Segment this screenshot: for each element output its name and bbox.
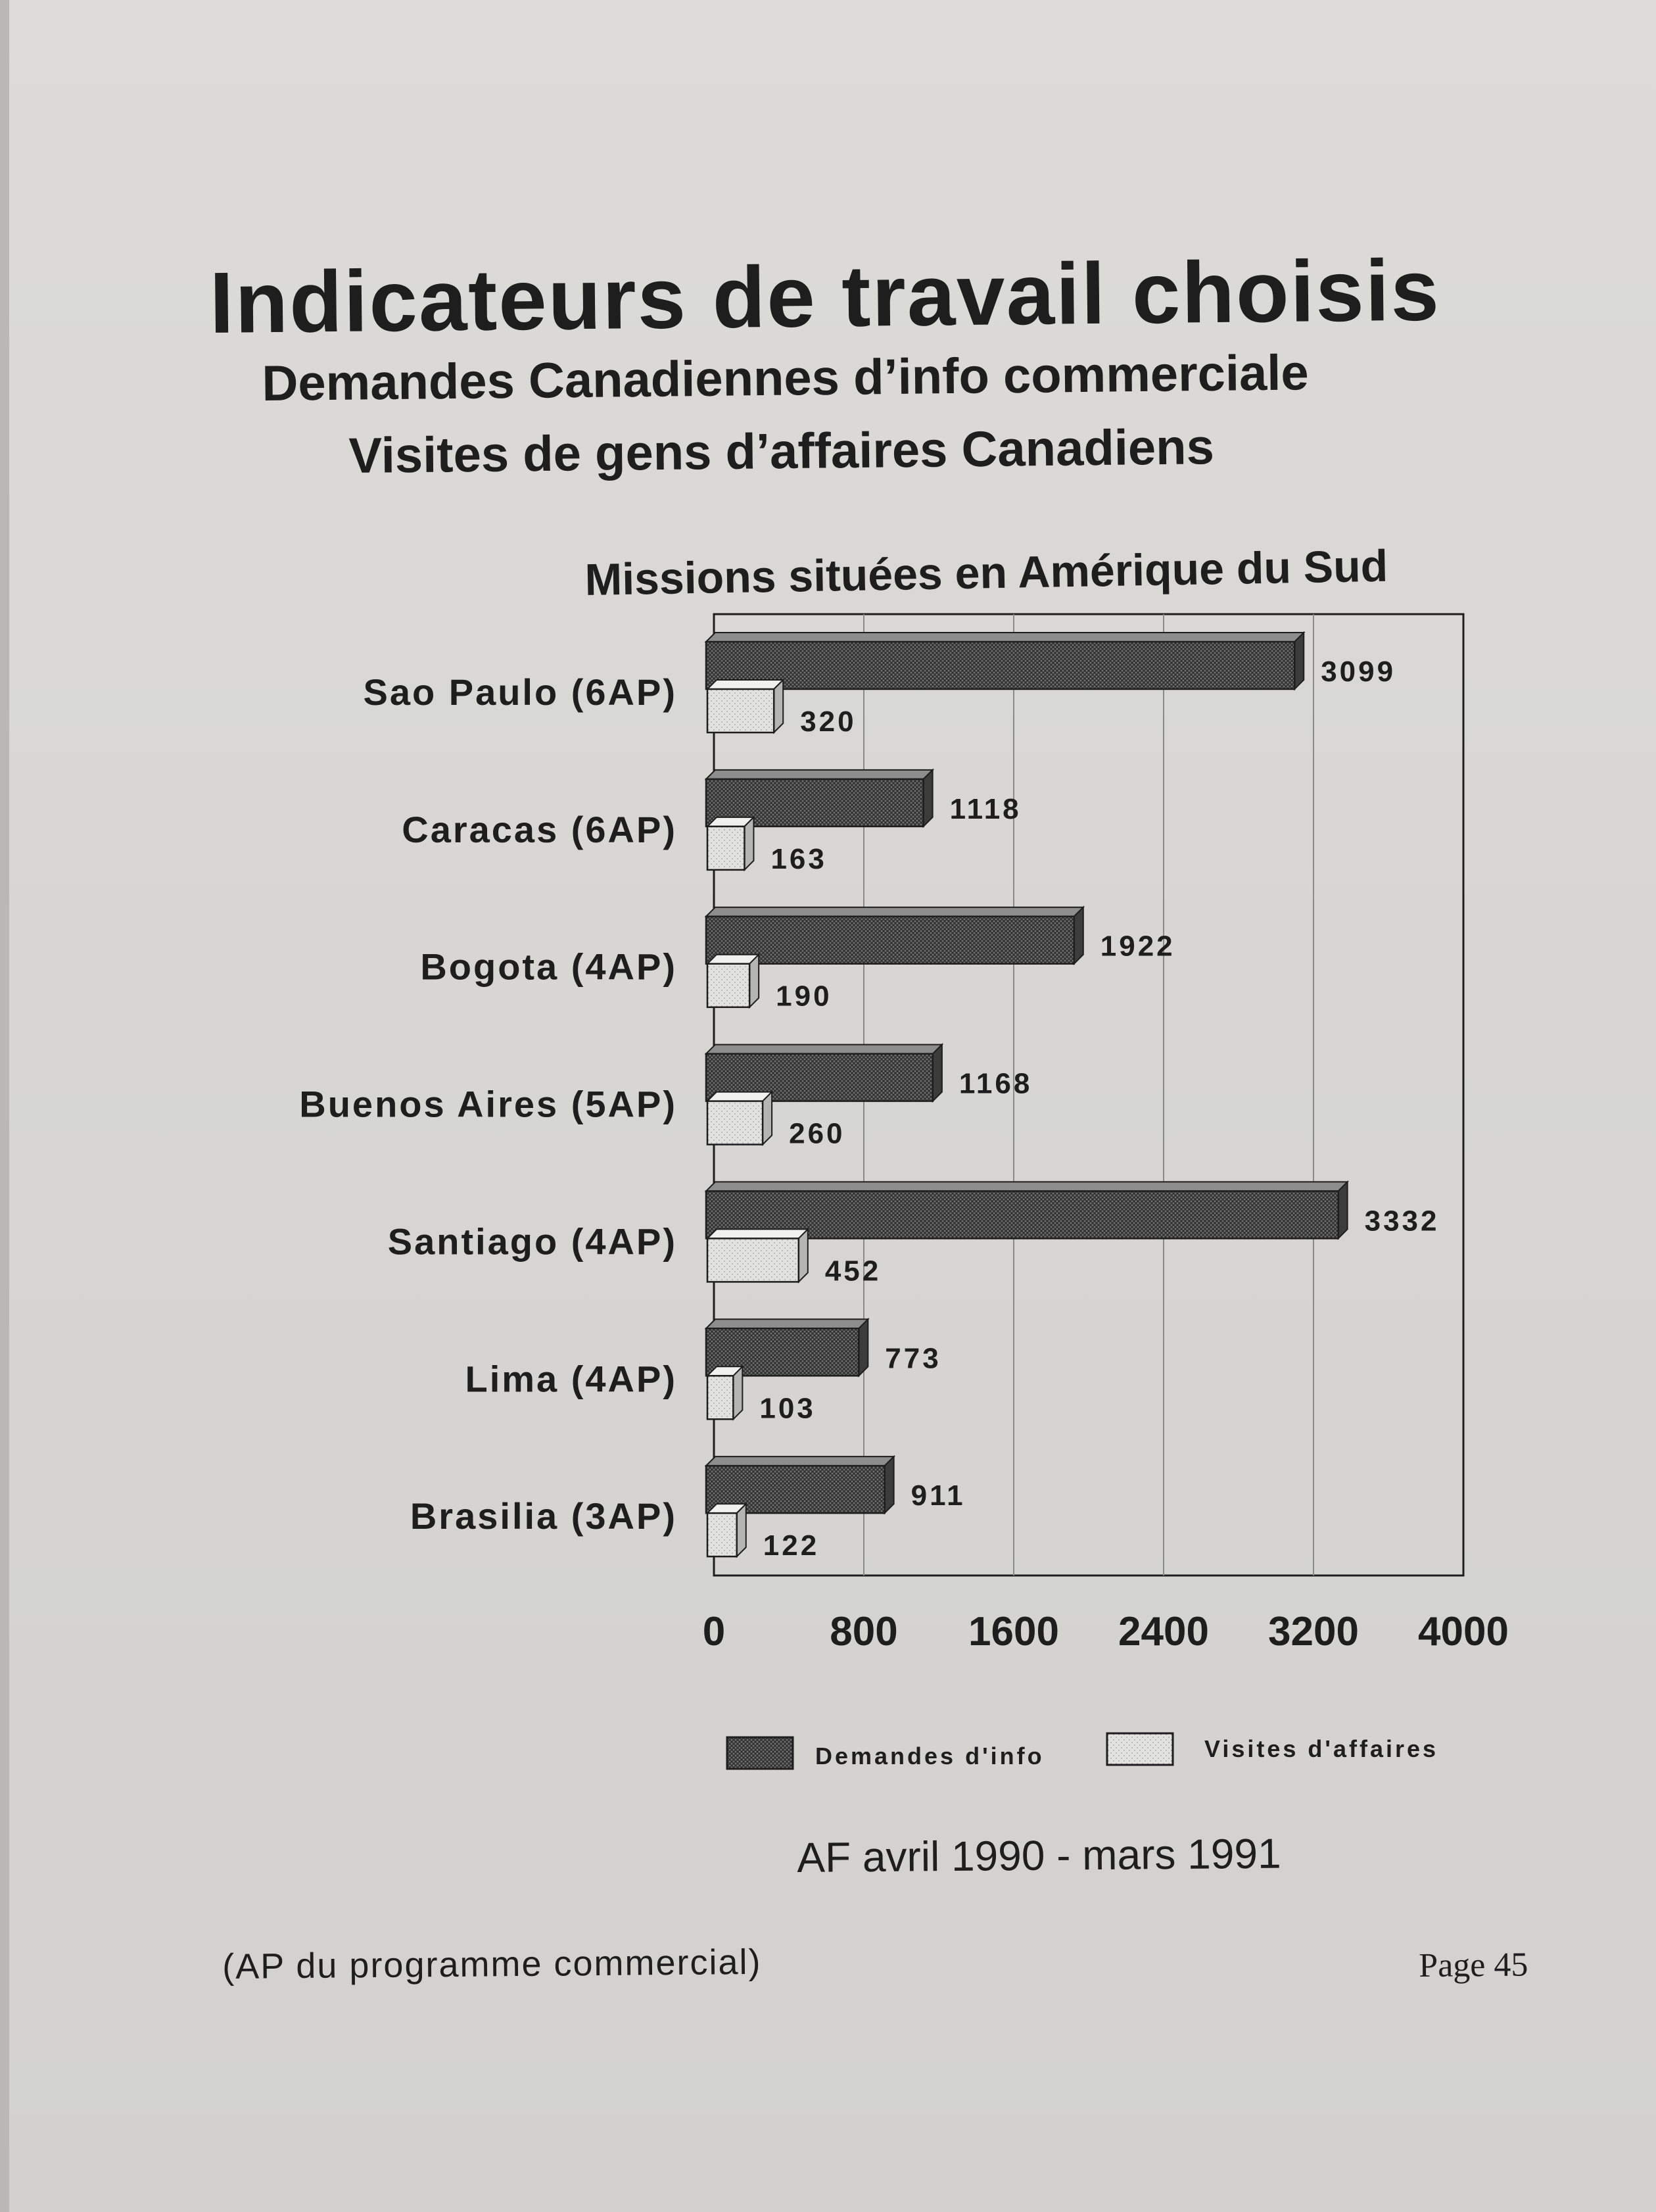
data-label-visites: 320	[800, 706, 857, 738]
x-tick-label: 1600	[968, 1609, 1059, 1654]
data-label-demandes: 911	[911, 1479, 966, 1512]
data-label-visites: 190	[776, 980, 832, 1013]
x-tick-label: 4000	[1418, 1609, 1509, 1654]
data-label-visites: 122	[763, 1529, 820, 1562]
category-label: Bogota (4AP)	[420, 946, 677, 988]
bar-demandes	[706, 633, 1304, 689]
data-label-visites: 163	[770, 842, 827, 875]
fiscal-period: AF avril 1990 - mars 1991	[797, 1829, 1281, 1881]
data-label-visites: 103	[759, 1392, 816, 1425]
legend-label-visites: Visites d'affaires	[1204, 1735, 1439, 1762]
x-tick-label: 800	[830, 1609, 898, 1654]
bar-visites	[707, 1229, 808, 1282]
category-label: Sao Paulo (6AP)	[363, 671, 677, 713]
chart-title: Missions situées en Amérique du Sud	[584, 541, 1388, 605]
category-label: Santiago (4AP)	[387, 1220, 677, 1262]
bar-visites	[707, 817, 753, 870]
category-label: Caracas (6AP)	[402, 808, 677, 850]
x-tick-label: 2400	[1118, 1609, 1209, 1654]
x-tick-label: 0	[702, 1609, 726, 1654]
bar-visites	[707, 1504, 746, 1556]
data-label-visites: 452	[824, 1255, 882, 1287]
data-label-demandes: 773	[885, 1342, 941, 1375]
data-label-visites: 260	[789, 1117, 845, 1150]
page-number: Page 45	[1419, 1946, 1528, 1984]
category-label: Lima (4AP)	[465, 1358, 677, 1400]
bar-visites	[707, 680, 783, 733]
bar-visites	[707, 955, 759, 1007]
category-label: Brasilia (3AP)	[410, 1495, 677, 1537]
data-label-demandes: 1118	[949, 792, 1022, 825]
x-tick-label: 3200	[1268, 1609, 1359, 1654]
data-label-demandes: 1168	[958, 1067, 1033, 1100]
page-title: Indicateurs de travail choisis	[209, 241, 1441, 351]
subtitle-line-2: Visites de gens d’affaires Canadiens	[348, 419, 1215, 484]
bar-visites	[707, 1366, 742, 1419]
legend-label-demandes: Demandes d'info	[815, 1743, 1045, 1769]
footnote: (AP du programme commercial)	[222, 1942, 762, 1986]
legend-swatch-demandes	[727, 1737, 793, 1769]
category-label: Buenos Aires (5AP)	[299, 1083, 677, 1125]
bar-demandes	[706, 907, 1083, 964]
subtitle-line-1: Demandes Canadiennes d’info commerciale	[262, 345, 1310, 412]
data-label-demandes: 3332	[1364, 1205, 1440, 1238]
data-label-demandes: 3099	[1321, 656, 1396, 688]
bar-visites	[707, 1092, 772, 1145]
data-label-demandes: 1922	[1100, 930, 1175, 963]
legend-swatch-visites	[1107, 1733, 1173, 1765]
